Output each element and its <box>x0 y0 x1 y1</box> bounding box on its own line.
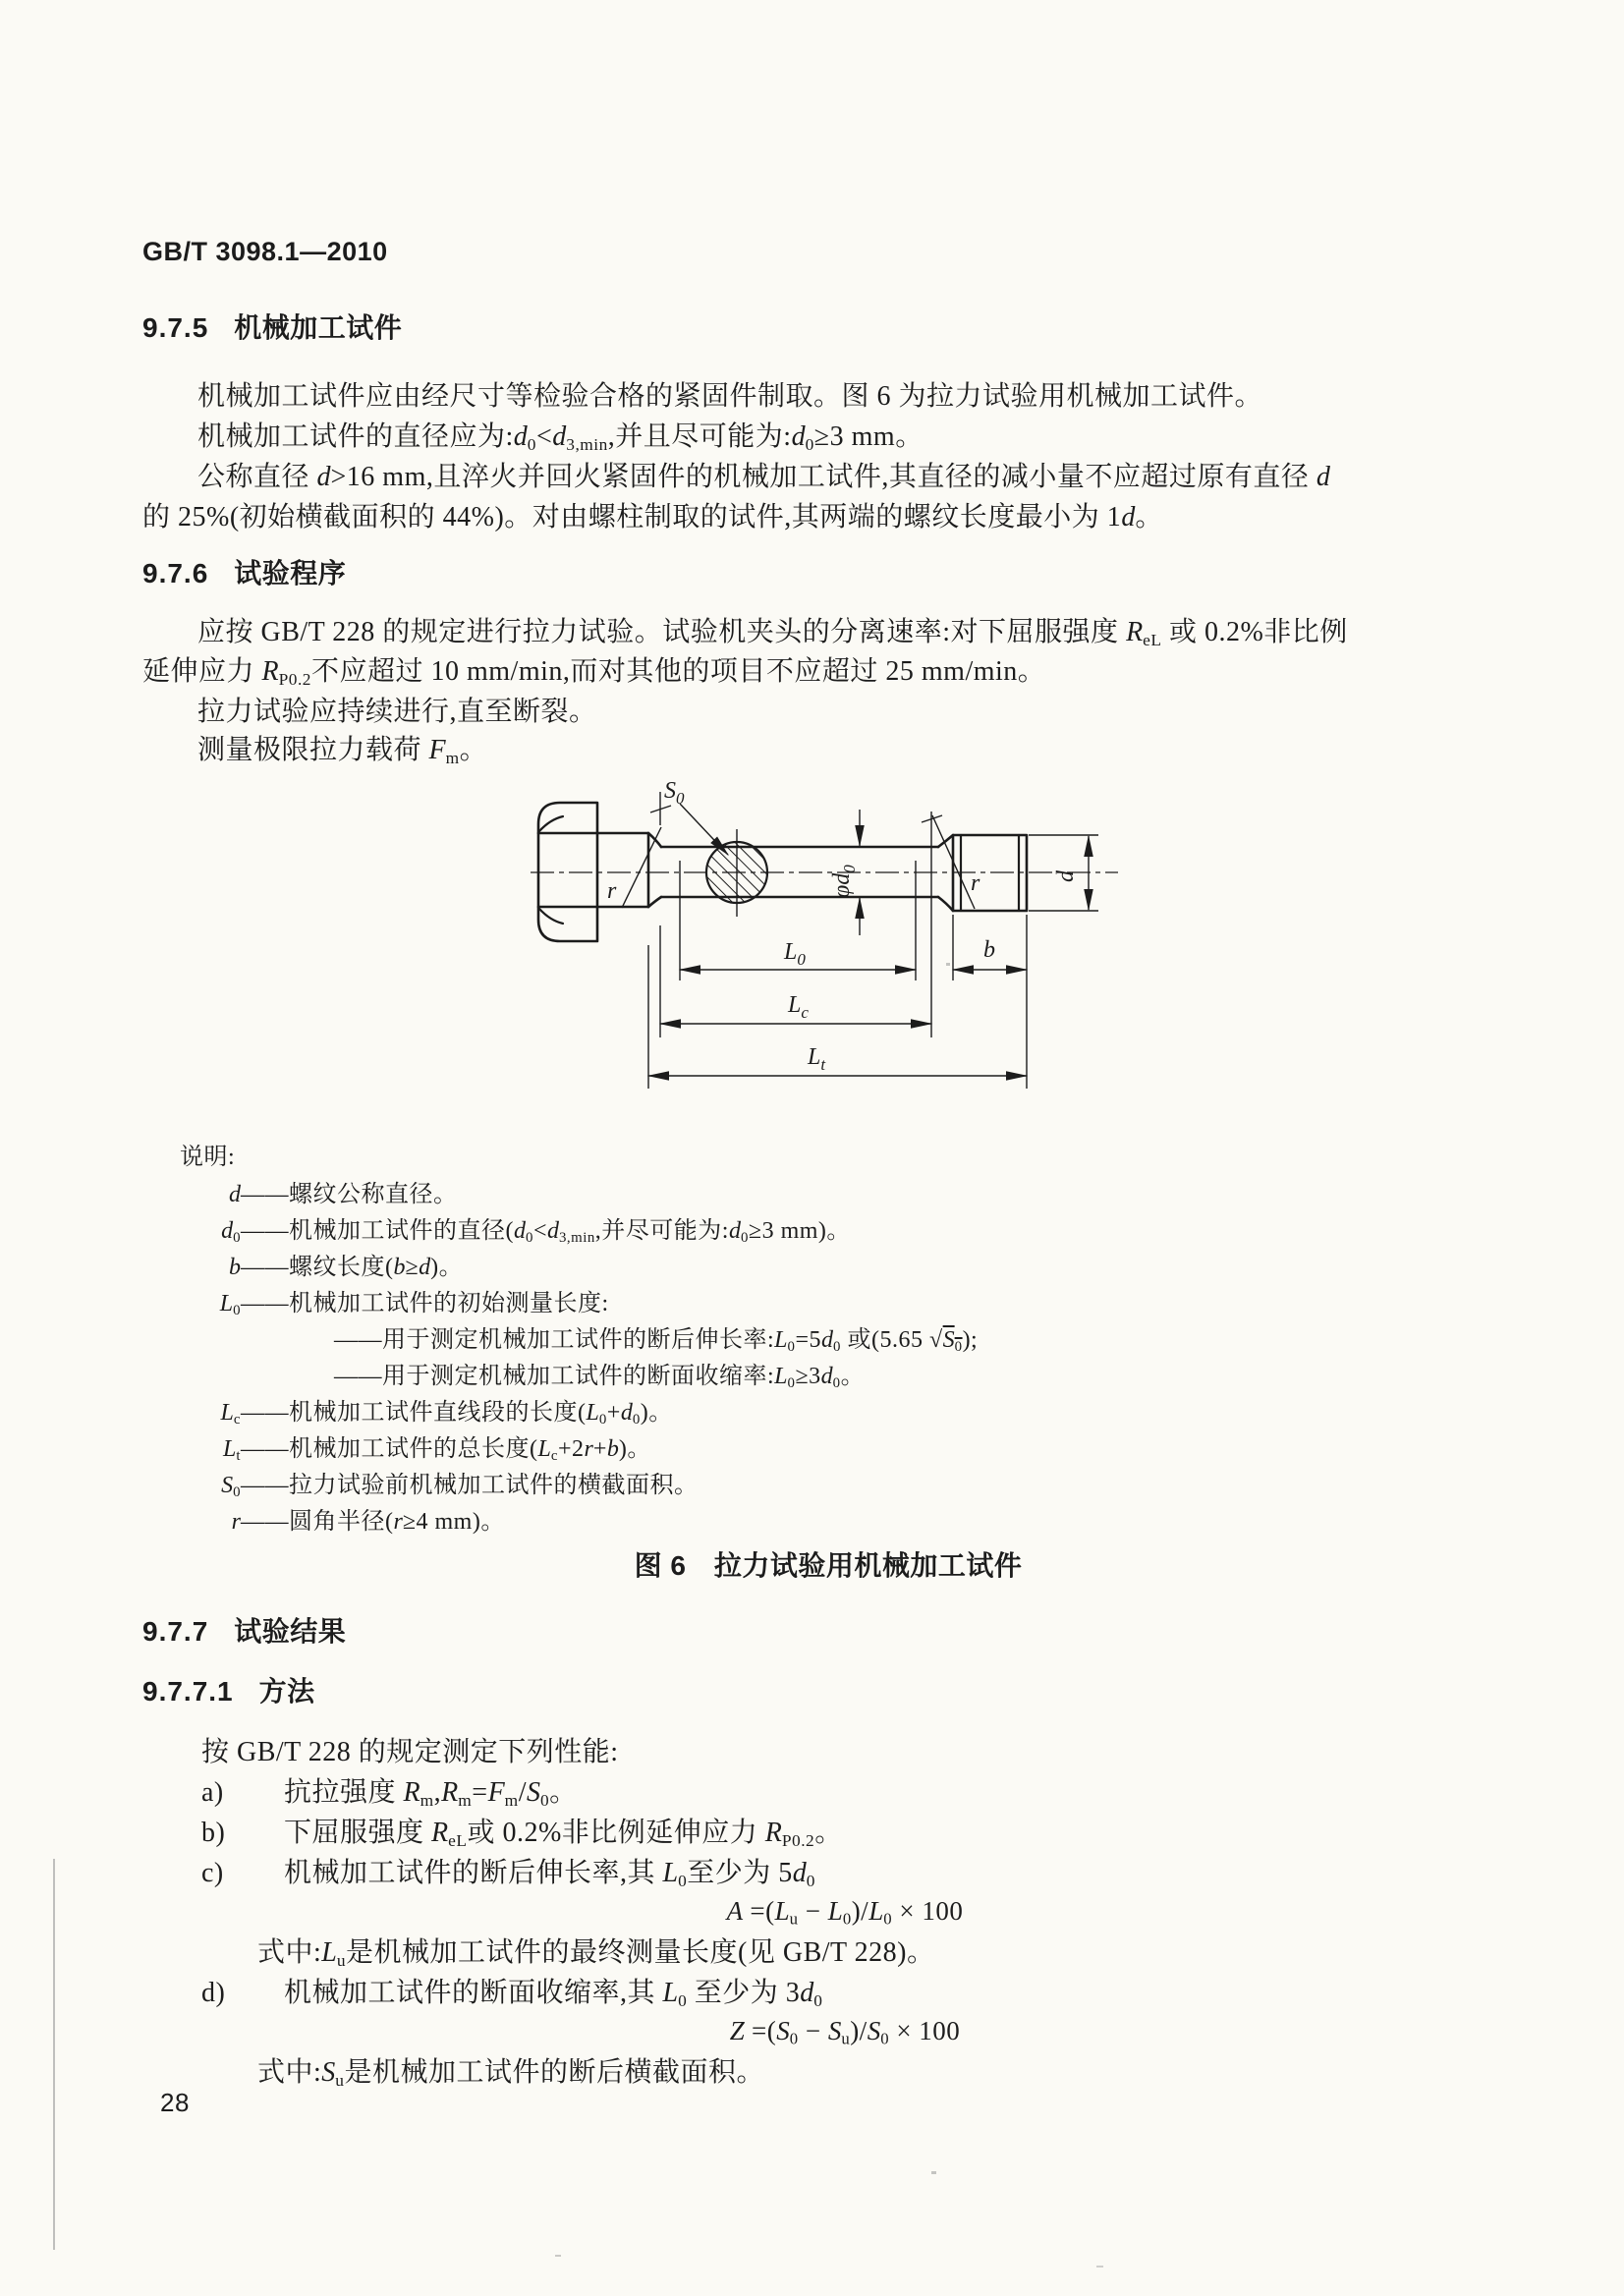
note-term: r <box>231 1509 241 1535</box>
note-desc: ——圆角半径(r≥4 mm)。 <box>241 1509 505 1535</box>
list-marker: a) <box>201 1777 224 1808</box>
fillet-r-right <box>932 815 980 909</box>
notes-label: 说明: <box>180 1145 236 1170</box>
label-b: b <box>983 937 995 963</box>
list-item-b <box>201 1816 843 1850</box>
paragraph: 按 GB/T 228 的规定测定下列性能: <box>201 1737 619 1767</box>
section-title: 试验程序 <box>234 558 347 588</box>
note-desc: ——机械加工试件的初始测量长度: <box>241 1291 609 1316</box>
note-item <box>180 1471 699 1500</box>
paragraph: 公称直径 d>16 mm,且淬火并回火紧固件的机械加工试件,其直径的减小量不应超过原有直径 d <box>197 462 1330 492</box>
paragraph: 延伸应力 $R_{P0.2}$不应超过 10 mm/min,而对其他的项目不应超过 25 mm/min。 <box>142 656 1046 689</box>
note-desc: ——机械加工试件的总长度$(L_c+2r+b)$。 <box>241 1436 651 1465</box>
formula-elongation: $A =(L_u - L_0)/L_0 \times 100$ <box>726 1896 964 1929</box>
note-desc: ——拉力试验前机械加工试件的横截面积。 <box>241 1473 699 1498</box>
paragraph: 的 25%(初始横截面积的 44%)。对由螺柱制取的试件,其两端的螺纹长度最小为 1d。 <box>142 502 1163 532</box>
dimension-lt <box>648 945 1027 1089</box>
fillet-r-left <box>607 827 661 908</box>
note-item <box>180 1253 463 1282</box>
note-desc: ——螺纹长度(b≥d)。 <box>241 1255 464 1280</box>
note-term: $S_0$ <box>221 1473 241 1501</box>
note-item <box>180 1398 673 1428</box>
section-number: 9.7.7.1 <box>142 1676 234 1707</box>
formula-note: 式中$:L_u$是机械加工试件的最终测量长度(见 GB/T 228)。 <box>257 1937 935 1970</box>
paragraph: 机械加工试件的直径应为$:d_0<d_{3,min}$,并且尽可能为$:d_0\ge 3$ mm。 <box>197 421 924 454</box>
label-r-left: r <box>607 878 617 904</box>
paragraph: 机械加工试件应由经尺寸等检验合格的紧固件制取。图 6 为拉力试验用机械加工试件。 <box>197 381 1263 412</box>
list-marker: b) <box>201 1818 226 1848</box>
note-desc: ——螺纹公称直径。 <box>241 1182 458 1207</box>
paragraph: 测量极限拉力载荷 $F_m$。 <box>197 735 488 767</box>
label-r-right: r <box>971 870 980 896</box>
note-term: $L_0$ <box>219 1291 241 1319</box>
paragraph: 应按 GB/T 228 的规定进行拉力试验。试验机夹头的分离速率:对下屈服强度 $R_{eL}$ 或 0.2%非比例 <box>197 617 1348 649</box>
scan-artifact-speck <box>555 2255 561 2257</box>
note-subitem: ——用于测定机械加工试件的断后伸长率$:L_0=5d_0$ 或(5.65 $√S_0$); <box>334 1327 979 1356</box>
note-desc: ——机械加工试件直线段的长度$(L_0+d_0)$。 <box>241 1400 673 1428</box>
formula-note: 式中$:S_u$是机械加工试件的断后横截面积。 <box>257 2057 764 2090</box>
formula-reduction-of-area: $Z =(S_0 - S_u)/S_0 \times 100$ <box>729 2016 961 2048</box>
note-item <box>180 1434 651 1464</box>
figure-caption: 图 6 拉力试验用机械加工试件 <box>634 1550 1023 1581</box>
note-term: $L_c$ <box>220 1400 241 1428</box>
list-text: 下屈服强度 $R_{eL}$或 0.2%非比例延伸应力 $R_{P0.2}$。 <box>284 1818 843 1850</box>
figure-6-bolt-drawing <box>531 776 1140 1100</box>
section-title: 机械加工试件 <box>234 312 403 343</box>
list-item-c <box>201 1856 815 1890</box>
page-number: 28 <box>160 2088 190 2117</box>
section-number: 9.7.5 <box>142 312 209 343</box>
section-title: 方法 <box>258 1676 315 1707</box>
list-marker: d) <box>201 1978 226 2008</box>
paragraph: 拉力试验应持续进行,直至断裂。 <box>197 697 597 727</box>
label-lt: $L_t$ <box>808 1044 826 1074</box>
note-item <box>180 1507 505 1537</box>
section-title: 试验结果 <box>234 1616 347 1647</box>
section-number: 9.7.7 <box>142 1616 209 1647</box>
scan-artifact-speck <box>946 963 950 966</box>
note-item <box>180 1216 851 1246</box>
list-item-a <box>201 1775 578 1810</box>
note-term: $L_t$ <box>223 1436 241 1465</box>
section-9-7-5-heading <box>142 310 402 345</box>
section-number: 9.7.6 <box>142 558 209 588</box>
scan-artifact-speck <box>1096 2266 1103 2268</box>
list-item-d <box>201 1976 822 2010</box>
label-s0: $S_0$ <box>664 778 685 808</box>
note-desc: ——机械加工试件的直径($d_0<d_{3,min}$,并尽可能为$:d_0\ge 3$ mm)。 <box>241 1218 851 1247</box>
label-l0: $L_0$ <box>784 939 806 969</box>
dimension-b <box>953 915 1027 1089</box>
scan-artifact-speck <box>931 2171 936 2174</box>
label-lc: $L_c$ <box>788 992 809 1022</box>
note-term: d <box>229 1182 241 1207</box>
label-phi-d0: $\varphi d_0$ <box>829 865 859 898</box>
note-item <box>180 1289 609 1318</box>
note-term: $d_0$ <box>221 1218 241 1247</box>
note-subitem: ——用于测定机械加工试件的断面收缩率$:L_0\ge 3d_0$。 <box>334 1364 866 1392</box>
note-item <box>180 1180 458 1209</box>
label-d: d <box>1053 870 1079 882</box>
note-term: b <box>229 1255 241 1280</box>
list-text: 机械加工试件的断面收缩率,其 $L_0$ 至少为 $3d_0$ <box>284 1978 823 2010</box>
section-9-7-7-1-heading <box>142 1674 315 1708</box>
section-9-7-6-heading <box>142 556 346 590</box>
list-marker: c) <box>201 1858 224 1888</box>
list-text: 机械加工试件的断后伸长率,其 $L_0$至少为 $5d_0$ <box>284 1858 815 1890</box>
dimension-phi-d0 <box>829 810 860 935</box>
section-9-7-7-heading <box>142 1614 346 1649</box>
list-text: 抗拉强度 $R_m,R_m=F_m/S_0$。 <box>284 1777 578 1810</box>
scan-artifact-line <box>53 1859 55 2250</box>
standard-code: GB/T 3098.1—2010 <box>142 237 388 266</box>
